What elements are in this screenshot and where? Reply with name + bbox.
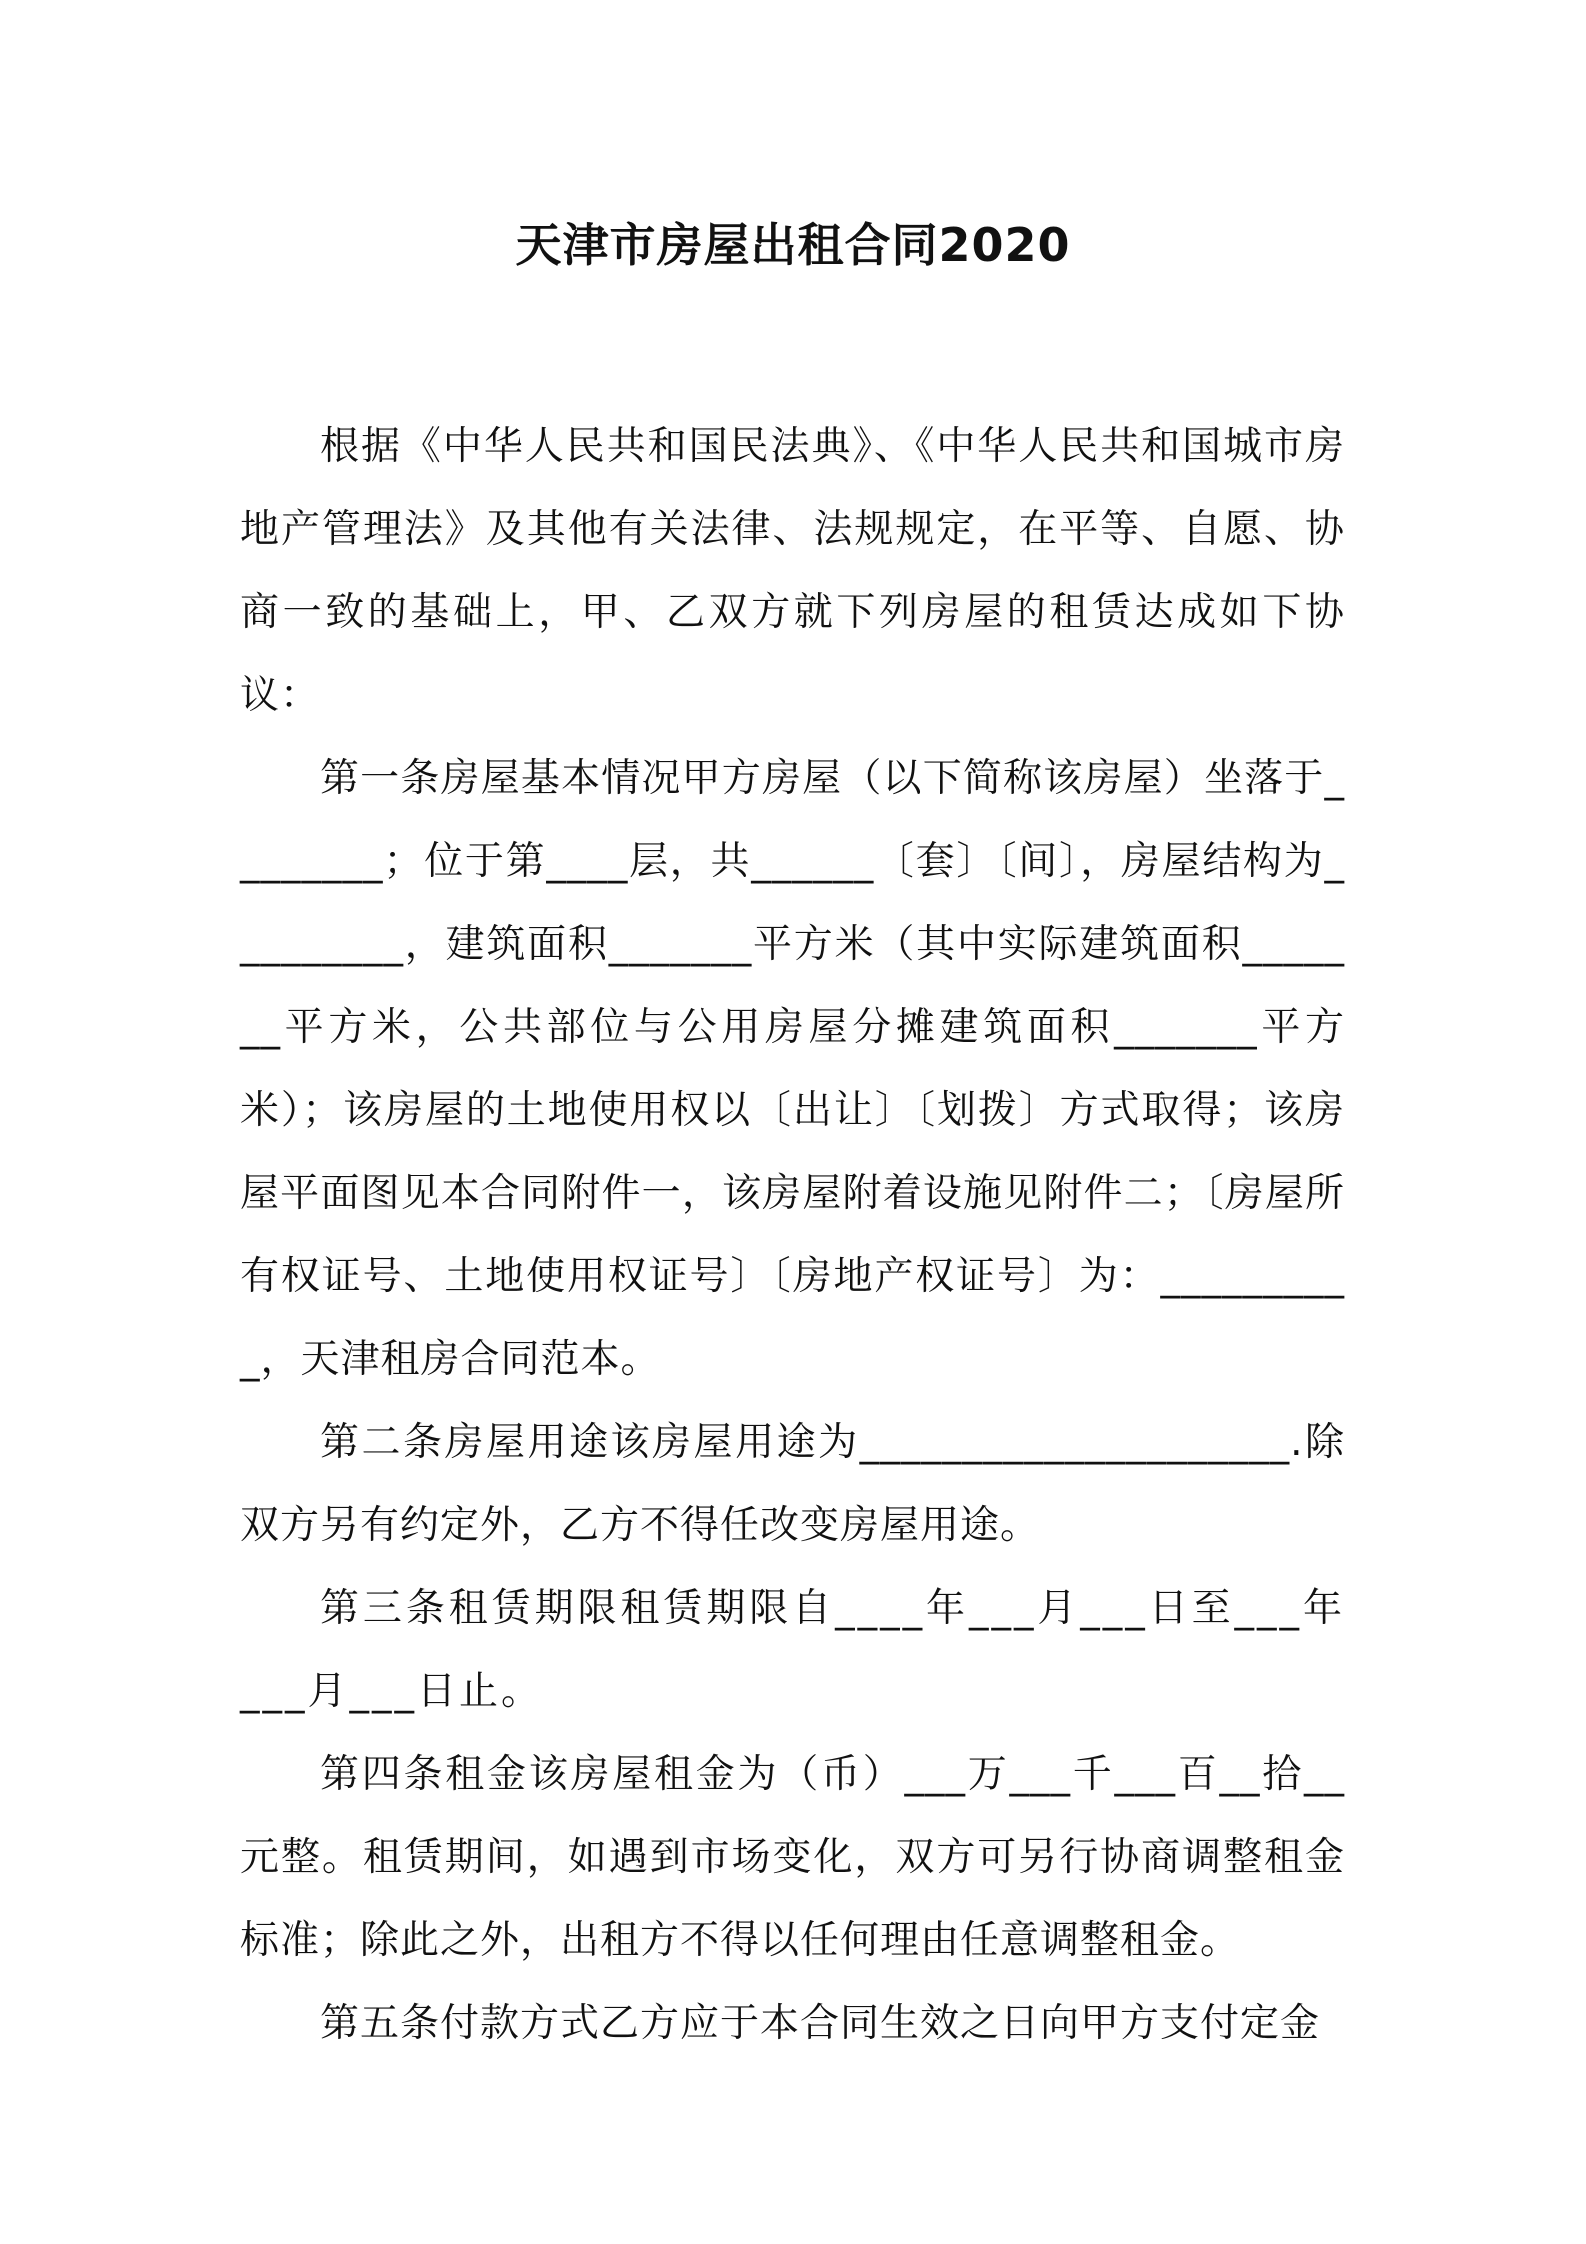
document-body (240, 405, 1345, 2065)
paragraph-article-4: 第四条租金该房屋租金为（币）___万___千___百__拾__元整。租赁期间，如遇到市场变化，双方可另行协商调整租金标准；除此之外，出租方不得以任何理由任意调整租金。 (240, 1752, 1345, 1963)
paragraph-preamble: 根据《中华人民共和国民法典》、《中华人民共和国城市房地产管理法》及其他有关法律、法规规定，在平等、自愿、协商一致的基础上，甲、乙双方就下列房屋的租赁达成如下协议： (240, 424, 1345, 718)
paragraph-article-1: 第一条房屋基本情况甲方房屋（以下简称该房屋）坐落于________；位于第____层，共______〔套〕〔间〕，房屋结构为_________，建筑面积_______平方米（其中实际建筑面积_______平方米，公共部位与公用房屋分摊建筑面积_______平方米）；该房屋的土地使用权以〔出让〕〔划拨〕方式取得；该房屋平面图见本合同附件一，该房屋附着设施见附件二；〔房屋所有权证号、土地使用权证号〕〔房地产权证号〕为：__________，天津租房合同范本。 (240, 756, 1345, 1382)
paragraph-article-3: 第三条租赁期限租赁期限自____年___月___日至___年___月___日止。 (240, 1586, 1345, 1714)
paragraph-article-2: 第二条房屋用途该房屋用途为_____________________.除双方另有约定外，乙方不得任改变房屋用途。 (240, 1420, 1345, 1548)
paragraph-article-5: 第五条付款方式乙方应于本合同生效之日向甲方支付定金 (320, 2001, 1321, 2046)
document-title: 天津市房屋出租合同2020 (515, 218, 1071, 272)
